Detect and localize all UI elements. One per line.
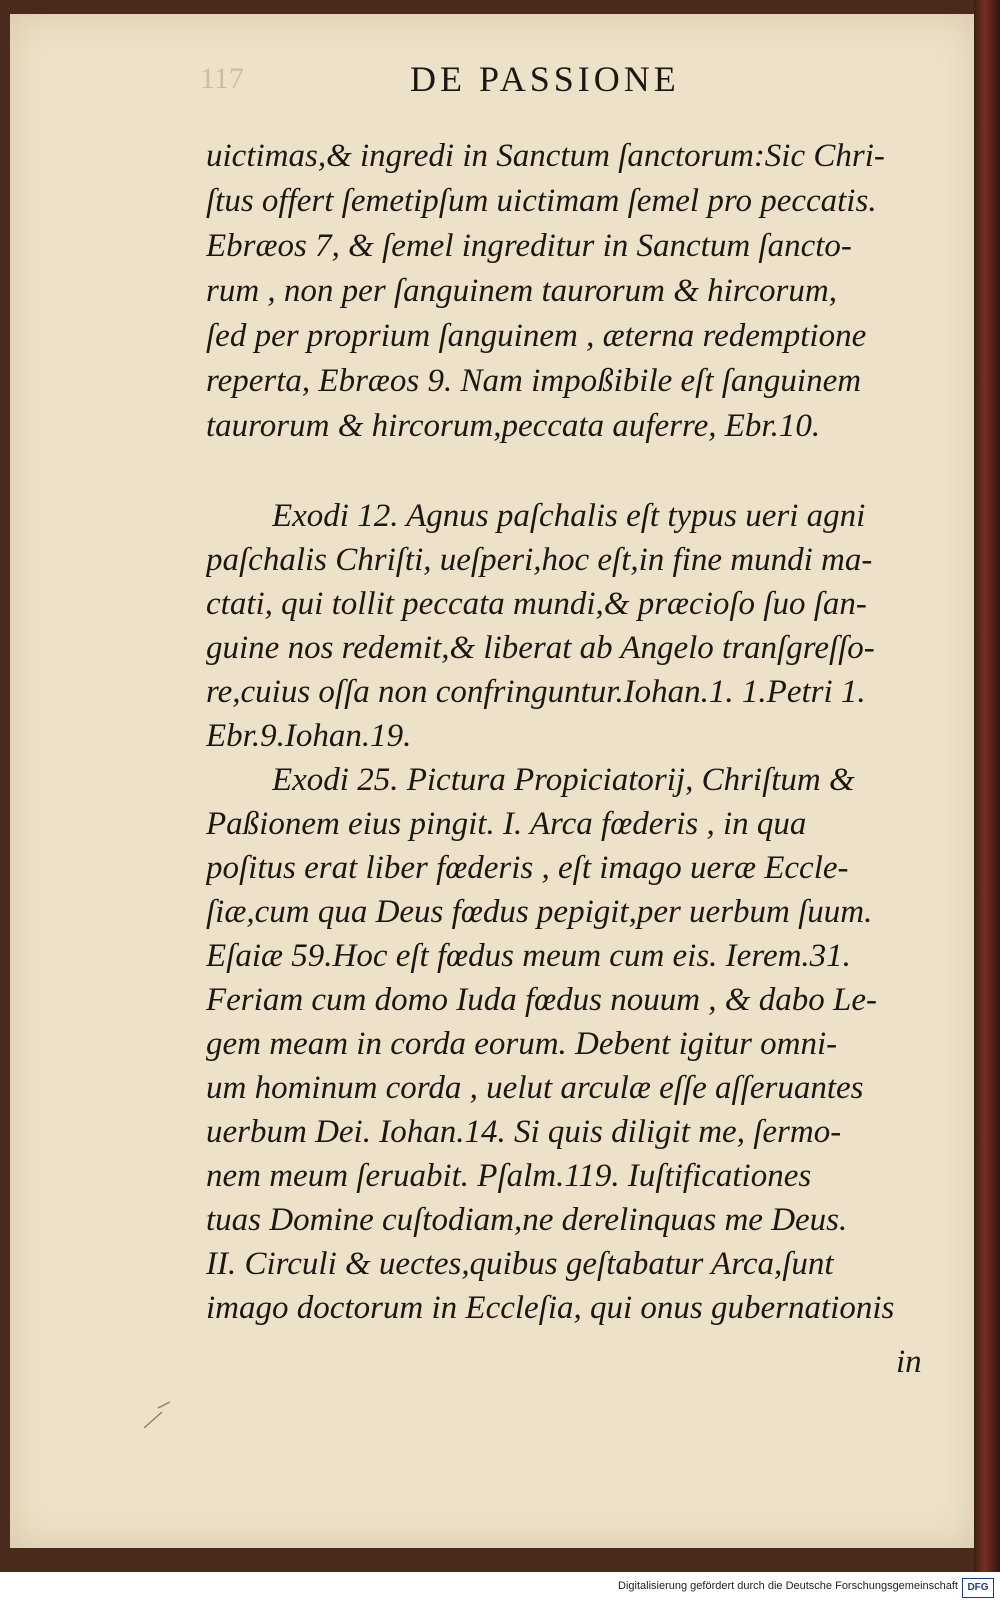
text-line: nem meum ſeruabit. Pſalm.119. Iuſtificationes	[206, 1158, 812, 1194]
text-line: um hominum corda , uelut arculæ eſſe aſſeruantes	[206, 1070, 864, 1106]
text-line: ſed per proprium ſanguinem , æterna redemptione	[206, 318, 867, 354]
text-line: Exodi 12. Agnus paſchalis eſt typus ueri agni	[272, 498, 866, 534]
text-line: tuas Domine cuſtodiam,ne derelinquas me Deus.	[206, 1202, 848, 1238]
digitization-credit: Digitalisierung gefördert durch die Deutsche Forschungsgemeinschaft	[618, 1580, 958, 1592]
text-line: taurorum & hircorum,peccata auferre, Ebr.10.	[206, 408, 821, 444]
pen-mark-icon	[140, 1394, 180, 1434]
text-line: gem meam in corda eorum. Debent igitur omni-	[206, 1026, 838, 1062]
text-line: imago doctorum in Eccleſia, qui onus gubernationis	[206, 1290, 895, 1326]
book-page	[10, 14, 976, 1548]
text-line: Exodi 25. Pictura Propiciatorij, Chriſtum &	[272, 762, 855, 798]
text-line: ſtus offert ſemetipſum uictimam ſemel pro peccatis.	[206, 183, 877, 219]
text-line: uerbum Dei. Iohan.14. Si quis diligit me, ſermo-	[206, 1114, 842, 1150]
text-line: paſchalis Chriſti, ueſperi,hoc eſt,in fine mundi ma-	[206, 542, 873, 578]
text-line: Ebr.9.Iohan.19.	[206, 718, 412, 754]
text-line: re,cuius oſſa non confringuntur.Iohan.1. 1.Petri 1.	[206, 674, 866, 710]
text-line: Eſaiæ 59.Hoc eſt fœdus meum cum eis. Ierem.31.	[206, 938, 851, 974]
text-line: reperta, Ebræos 9. Nam impoßibile eſt ſanguinem	[206, 363, 862, 399]
text-line: Ebræos 7, & ſemel ingreditur in Sanctum ſancto-	[206, 228, 852, 264]
text-line: ſiæ,cum qua Deus fœdus pepigit,per uerbum ſuum.	[206, 894, 873, 930]
running-head: DE PASSIONE	[410, 59, 680, 99]
dfg-logo: DFG	[962, 1578, 994, 1598]
faint-page-number: 117	[200, 62, 244, 95]
text-line: poſitus erat liber fœderis , eſt imago ueræ Eccle-	[206, 850, 849, 886]
text-line: Paßionem eius pingit. I. Arca fœderis , in qua	[206, 806, 807, 842]
text-line: Feriam cum domo Iuda fœdus nouum , & dabo Le-	[206, 982, 877, 1018]
text-line: II. Circuli & uectes,quibus geſtabatur Arca,ſunt	[206, 1246, 834, 1282]
text-line: uictimas,& ingredi in Sanctum ſanctorum:Sic Chri-	[206, 138, 885, 174]
footer-bar	[0, 1572, 1000, 1604]
catchword: in	[896, 1344, 922, 1380]
text-line: guine nos redemit,& liberat ab Angelo tranſgreſſo-	[206, 630, 875, 666]
text-line: rum , non per ſanguinem taurorum & hircorum,	[206, 273, 837, 309]
text-line: ctati, qui tollit peccata mundi,& præcioſo ſuo ſan-	[206, 586, 867, 622]
